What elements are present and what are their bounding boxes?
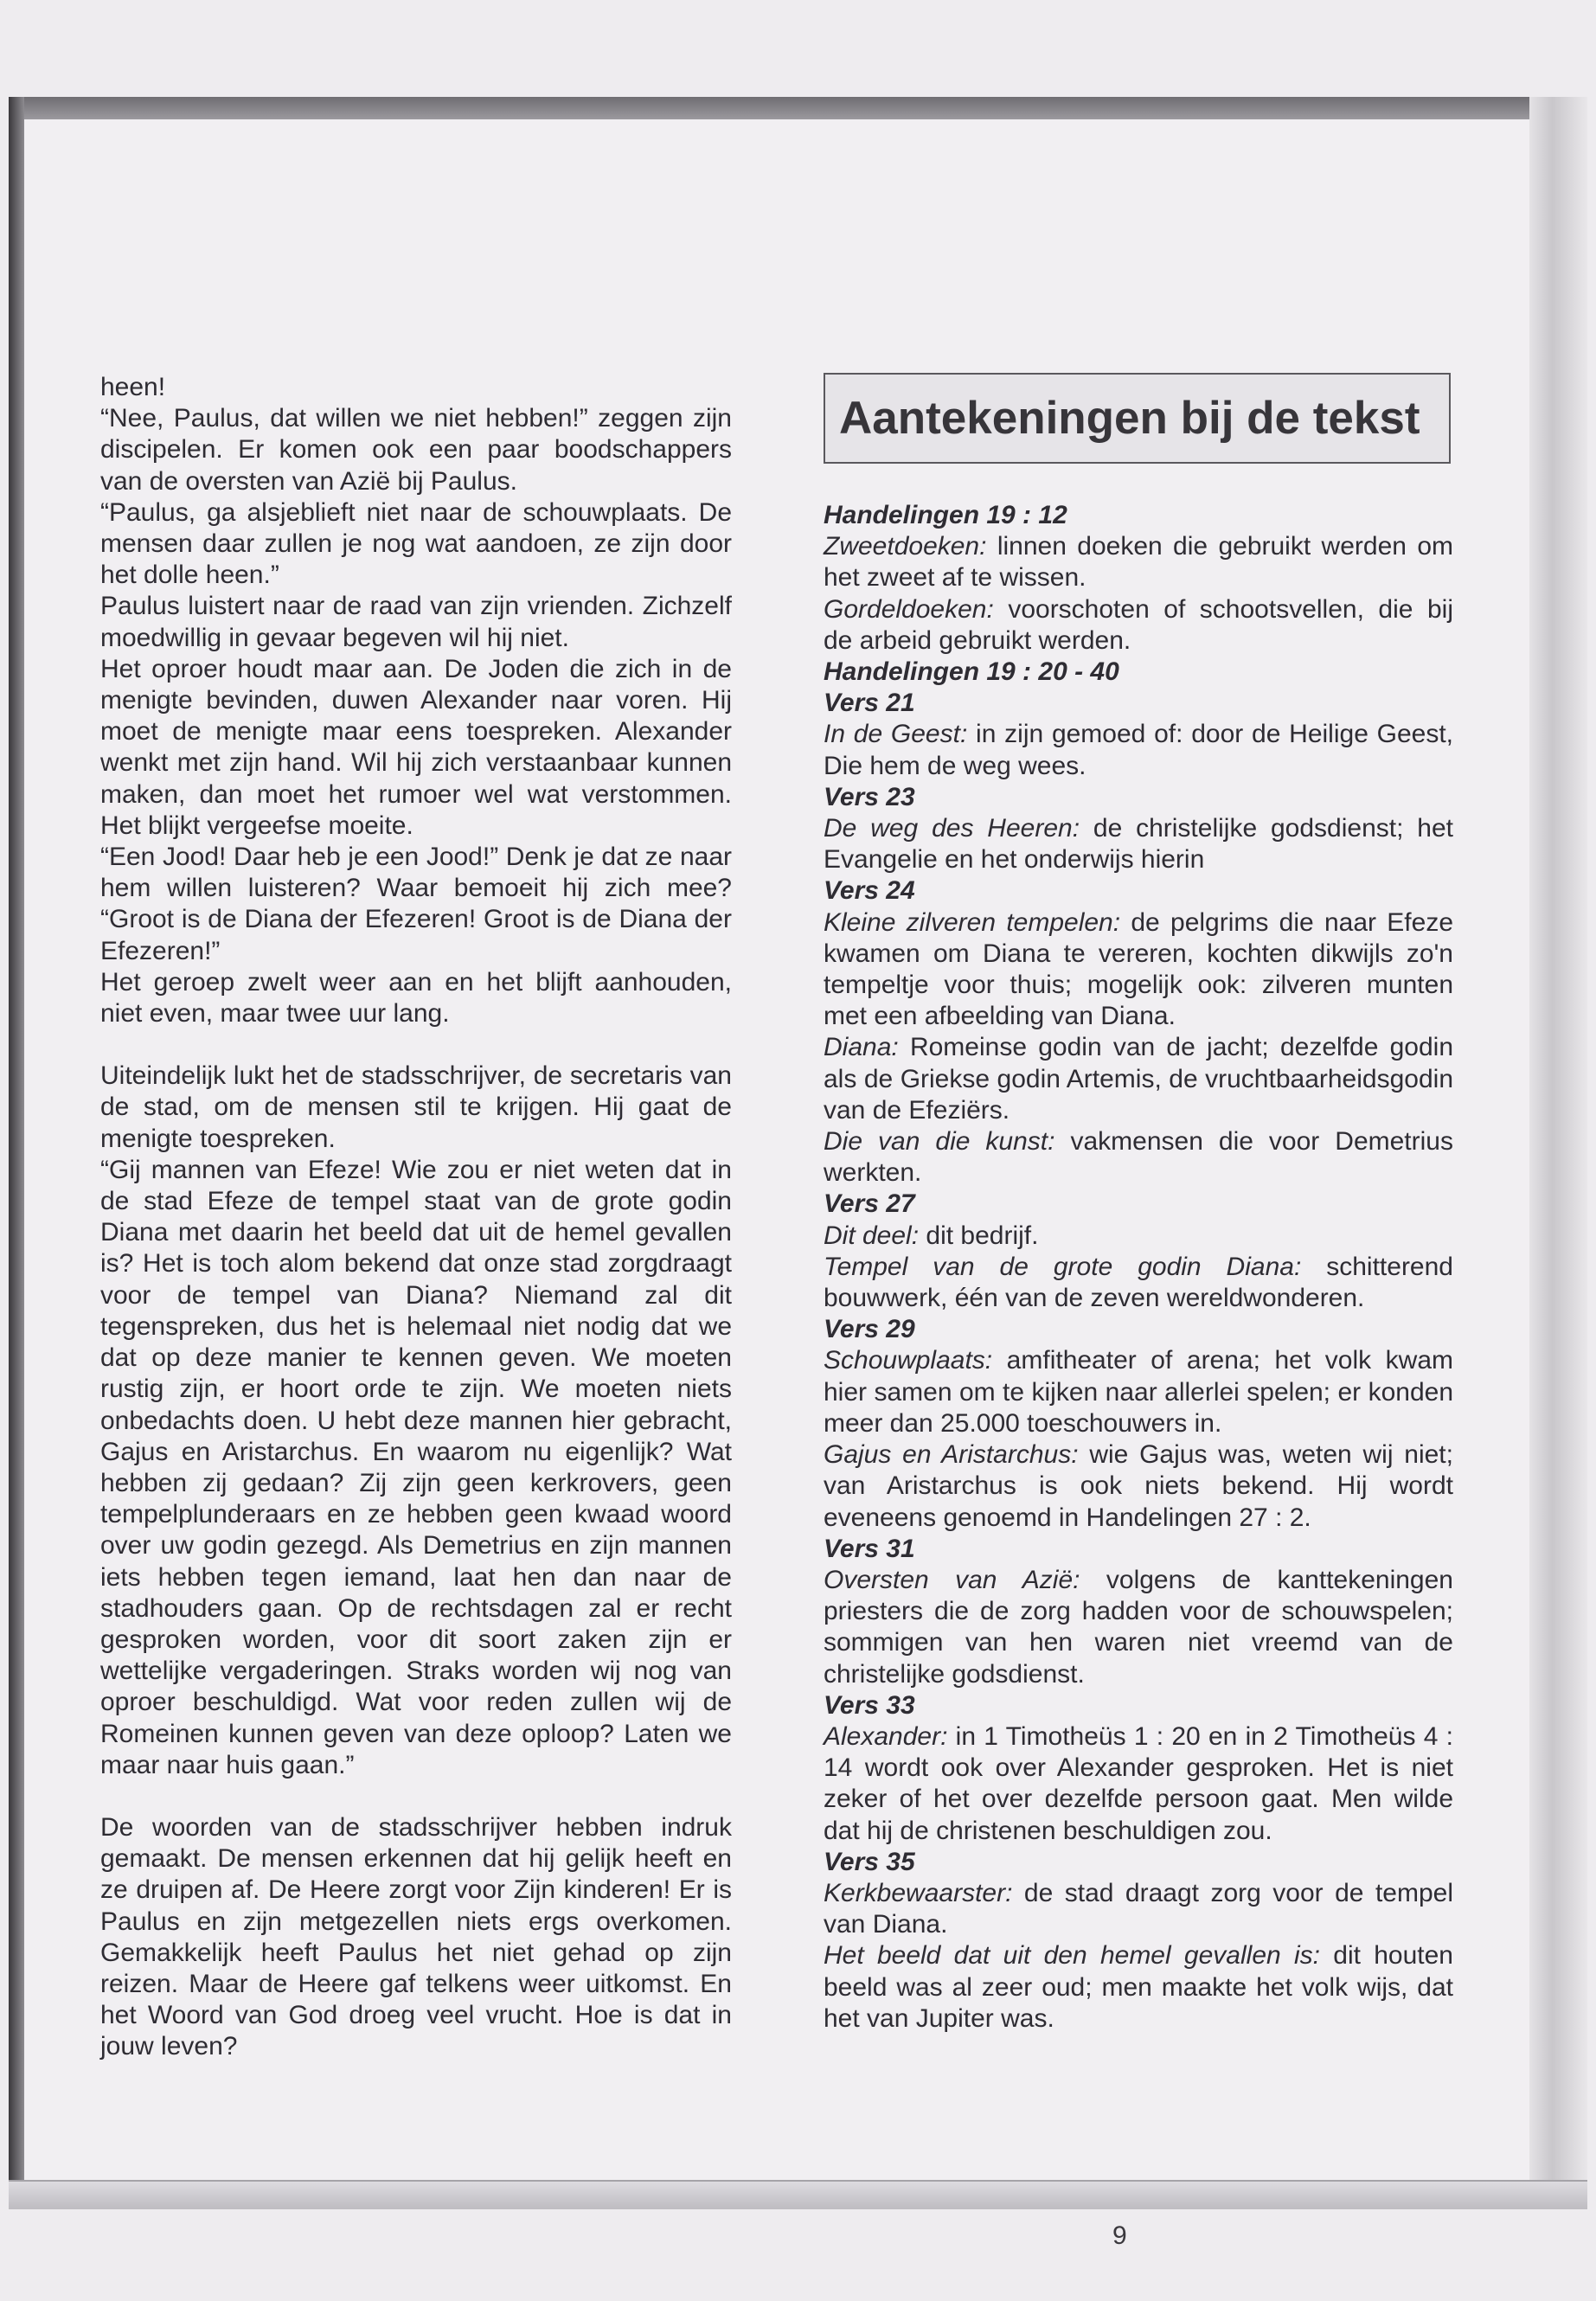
story-paragraph: “Een Jood! Daar heb je een Jood!” Denk je dat ze naar hem willen luisteren? Waar bemoeit hij zich mee? “Groot is de Diana der Efezeren! Groot is de Diana der Efezeren!” bbox=[100, 843, 732, 965]
notes-column bbox=[824, 500, 1453, 2035]
verse-reference: Vers 29 bbox=[824, 1315, 915, 1344]
note-text: de stad draagt zorg voor de tempel van Diana. bbox=[824, 1878, 1453, 1939]
chapter-reference: Handelingen 19 : 20 - 40 bbox=[824, 657, 1119, 687]
book-frame-bottom bbox=[9, 2180, 1587, 2209]
book-page bbox=[24, 119, 1529, 2250]
note-term: Schouwplaats: bbox=[824, 1346, 993, 1375]
note-text: amfitheater of arena; het volk kwam hier samen om te kijken naar allerlei spelen; er konden meer dan 25.000 toeschouwers in. bbox=[824, 1346, 1453, 1438]
note-text: Romeinse godin van de jacht; dezelfde godin als de Griekse godin Artemis, de vruchtbaarheidsgodin van de Efeziërs. bbox=[824, 1033, 1453, 1125]
verse-reference: Vers 21 bbox=[824, 689, 915, 718]
note-item bbox=[824, 1878, 1453, 1940]
paragraph-gap bbox=[100, 1029, 732, 1061]
chapter-reference: Handelingen 19 : 12 bbox=[824, 501, 1067, 529]
note-item bbox=[824, 1252, 1453, 1314]
note-term: Het beeld dat uit den hemel gevallen is: bbox=[824, 1941, 1320, 1971]
note-text: dit houten beeld was al zeer oud; men maakte het volk wijs, dat het van Jupiter was. bbox=[824, 1941, 1453, 2033]
verse-reference: Vers 33 bbox=[824, 1690, 915, 1720]
note-item bbox=[824, 1721, 1453, 1847]
note-text: in 1 Timotheüs 1 : 20 en in 2 Timotheüs 4 : 14 wordt ook over Alexander gesproken. Het is niet zeker of het over dezelfde persoon gaat. Men wilde dat hij de christenen beschuldigen zou. bbox=[824, 1721, 1453, 1845]
note-term: Alexander: bbox=[824, 1721, 948, 1751]
note-term: De weg des Heeren: bbox=[824, 814, 1080, 843]
note-item bbox=[824, 1439, 1453, 1534]
story-paragraph: Het oproer houdt maar aan. De Joden die zich in de menigte bevinden, duwen Alexander naar voren. Hij moet de menigte maar eens toespreken. Alexander wenkt met zijn hand. Wil hij zich verstaanbaar kunnen maken, dan moet het rumoer wel wat verstommen. Het blijkt vergeefse moeite. bbox=[100, 654, 732, 840]
verse-reference: Vers 23 bbox=[824, 782, 915, 811]
story-paragraph: Uiteindelijk lukt het de stadsschrijver, de secretaris van de stad, om de mensen stil te krijgen. Hij gaat de menigte toespreken. bbox=[100, 1061, 732, 1153]
note-item bbox=[824, 813, 1453, 875]
note-term: Kleine zilveren tempelen: bbox=[824, 907, 1121, 937]
note-term: Oversten van Azië: bbox=[824, 1565, 1080, 1594]
note-term: Kerkbewaarster: bbox=[824, 1878, 1013, 1907]
note-text: in zijn gemoed of: door de Heilige Geest, Die hem de weg wees. bbox=[824, 720, 1454, 780]
note-item bbox=[824, 1565, 1453, 1690]
story-column bbox=[100, 372, 732, 2063]
story-paragraph: Het geroep zwelt weer aan en het blijft aanhouden, niet even, maar twee uur lang. bbox=[100, 967, 732, 1029]
note-term: Tempel van de grote godin Diana: bbox=[824, 1252, 1302, 1281]
note-item bbox=[824, 594, 1453, 657]
verse-reference: Vers 24 bbox=[824, 876, 915, 906]
note-item bbox=[824, 907, 1453, 1033]
book-frame-right bbox=[1529, 97, 1587, 2208]
page-number: 9 bbox=[1112, 2221, 1127, 2250]
note-term: Diana: bbox=[824, 1033, 899, 1062]
note-term: In de Geest: bbox=[824, 720, 968, 749]
notes-heading-box bbox=[824, 373, 1451, 464]
book-frame-top bbox=[9, 97, 1587, 119]
note-item bbox=[824, 1221, 1453, 1252]
story-paragraph: “Gij mannen van Efeze! Wie zou er niet weten dat in de stad Efeze de tempel staat van de grote godin Diana met daarin het beeld dat uit de hemel gevallen is? Het is toch alom bekend dat onze stad zorgdraagt voor de tempel van Diana? Niemand zal dit tegenspreken, dus het is helemaal niet nodig dat we dat op deze manier te kennen geven. We moeten rustig zijn, er hoort orde te zijn. We moeten niets onbedachts doen. U hebt deze mannen hier gebracht, Gajus en Aristarchus. En waarom nu eigenlijk? Wat hebben zij gedaan? Zij zijn geen kerkrovers, geen tempelplunderaars en ze hebben geen kwaad woord over uw godin gezegd. Als Demetrius en zijn mannen iets hebben tegen iemand, laat hen dan naar de stadhouders gaan. Op de rechtsdagen zal er recht gesproken worden, voor dit soort zaken zijn er wettelijke vergaderingen. Straks worden wij nog van oproer beschuldigd. Wat voor reden zullen wij de Romeinen kunnen geven van deze oploop? Laten we maar naar huis gaan.” bbox=[100, 1155, 732, 1779]
note-item bbox=[824, 1940, 1453, 2035]
verse-reference: Vers 31 bbox=[824, 1534, 915, 1563]
verse-reference: Vers 35 bbox=[824, 1847, 915, 1876]
note-text: volgens de kanttekeningen priesters die de zorg hadden voor de schouwspelen; sommigen van hen waren niet vreemd van de christelijke godsdienst. bbox=[824, 1565, 1453, 1689]
story-paragraph: heen! bbox=[100, 373, 166, 401]
book-frame-left bbox=[9, 97, 24, 2208]
note-item bbox=[824, 531, 1453, 593]
story-paragraph: De woorden van de stadsschrijver hebben indruk gemaakt. De mensen erkennen dat hij gelijk heeft en ze druipen af. De Heere zorgt voor Zijn kinderen! Er is Paulus en zijn metgezellen niets ergs overkomen. Gemakkelijk heeft Paulus het niet gehad op zijn reizen. Maar de Heere gaf telkens weer uitkomst. En het Woord van God droeg veel vrucht. Hoe is dat in jouw leven? bbox=[100, 1812, 732, 2061]
notes-heading: Aantekeningen bij de tekst bbox=[839, 393, 1420, 444]
note-item bbox=[824, 1345, 1453, 1439]
note-term: Zweetdoeken: bbox=[824, 532, 987, 561]
note-text: schitterend bouwwerk, één van de zeven wereldwonderen. bbox=[824, 1252, 1453, 1313]
note-item bbox=[824, 719, 1453, 781]
note-text: de christelijke godsdienst; het Evangelie en het onderwijs hierin bbox=[824, 814, 1453, 875]
note-term: Dit deel: bbox=[824, 1221, 920, 1250]
note-term: Gajus en Aristarchus: bbox=[824, 1440, 1079, 1470]
story-paragraph: Paulus luistert naar de raad van zijn vrienden. Zichzelf moedwillig in gevaar begeven wil hij niet. bbox=[100, 592, 732, 652]
note-text: vakmensen die voor Demetrius werkten. bbox=[824, 1127, 1453, 1188]
note-text: wie Gajus was, weten wij niet; van Aristarchus is ook niets bekend. Hij wordt eveneens genoemd in Handelingen 27 : 2. bbox=[824, 1440, 1453, 1532]
note-text: dit bedrijf. bbox=[919, 1221, 1039, 1250]
note-item bbox=[824, 1032, 1453, 1126]
story-paragraph: “Nee, Paulus, dat willen we niet hebben!” zeggen zijn discipelen. Er komen ook een paar boodschappers van de oversten van Azië bij Paulus. bbox=[100, 404, 732, 496]
note-text: linnen doeken die gebruikt werden om het zweet af te wissen. bbox=[824, 532, 1453, 593]
note-term: Gordeldoeken: bbox=[824, 594, 994, 624]
note-text: de pelgrims die naar Efeze kwamen om Diana te vereren, kochten dikwijls zo'n tempeltje voor thuis; mogelijk ook: zilveren munten met een afbeelding van Diana. bbox=[824, 907, 1453, 1031]
verse-reference: Vers 27 bbox=[824, 1189, 915, 1219]
note-text: voorschoten of schootsvellen, die bij de arbeid gebruikt werden. bbox=[824, 594, 1453, 655]
story-paragraph: “Paulus, ga alsjeblieft niet naar de schouwplaats. De mensen daar zullen je nog wat aandoen, ze zijn door het dolle heen.” bbox=[100, 497, 732, 590]
paragraph-gap bbox=[100, 1781, 732, 1812]
note-term: Die van die kunst: bbox=[824, 1127, 1055, 1157]
note-item bbox=[824, 1126, 1453, 1189]
